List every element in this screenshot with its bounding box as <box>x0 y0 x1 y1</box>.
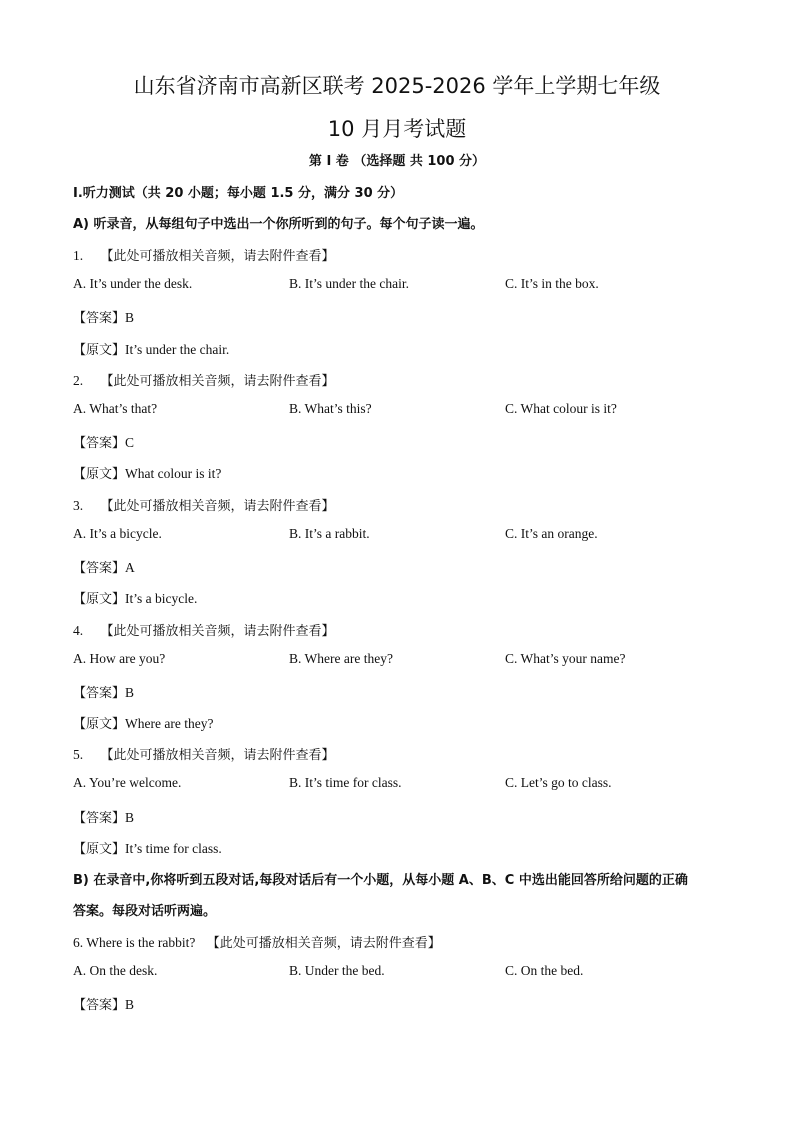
answer-label: 【答案】 <box>73 436 126 451</box>
audio-note: 【此处可播放相关音频，请去附件查看】 <box>206 936 441 951</box>
part-b-instructions-line2: 答案。每段对话听两遍。 <box>73 904 217 919</box>
exam-title-line1: 山东省济南市高新区联考 2025-2026 学年上学期七年级 <box>133 74 661 98</box>
answer-value: B <box>125 685 135 700</box>
script-label: 【原文】 <box>73 467 126 482</box>
option-c: C. On the bed. <box>505 963 584 978</box>
question-4-header <box>73 620 335 639</box>
answer-label: 【答案】 <box>73 311 126 326</box>
script-line <box>73 838 222 857</box>
script-text: It’s under the chair. <box>125 342 230 357</box>
question-number: 3. <box>73 498 84 513</box>
option-a: A. It’s under the desk. <box>73 276 193 291</box>
audio-note: 【此处可播放相关音频，请去附件查看】 <box>100 249 335 264</box>
answer-value: B <box>125 997 135 1012</box>
answer-value: A <box>125 560 135 575</box>
question-3-header <box>73 495 335 514</box>
option-c: C. It’s an orange. <box>505 526 598 541</box>
answer-value: C <box>125 435 135 450</box>
option-b: B. What’s this? <box>289 401 372 416</box>
answer-line <box>73 307 134 326</box>
script-line <box>73 713 213 732</box>
part-b-instructions-line1: B) 在录音中,你将听到五段对话,每段对话后有一个小题，从每小题 A、B、C 中选出能回答所给问题的正确 <box>73 873 688 888</box>
part-a-instructions: A) 听录音，从每组句子中选出一个你所听到的句子。每个句子读一遍。 <box>73 217 484 232</box>
question-number: 4. <box>73 623 84 638</box>
option-a: A. It’s a bicycle. <box>73 526 162 541</box>
script-label: 【原文】 <box>73 343 126 358</box>
script-label: 【原文】 <box>73 592 126 607</box>
script-line <box>73 339 229 358</box>
script-label: 【原文】 <box>73 717 126 732</box>
script-line <box>73 588 197 607</box>
option-c: C. Let’s go to class. <box>505 775 612 790</box>
question-number: 5. <box>73 747 84 762</box>
exam-title-line2: 10 月月考试题 <box>327 117 467 141</box>
script-text: It’s a bicycle. <box>125 591 198 606</box>
answer-label: 【答案】 <box>73 686 126 701</box>
script-text: It’s time for class. <box>125 841 222 856</box>
option-c: C. What’s your name? <box>505 651 626 666</box>
answer-line <box>73 807 134 826</box>
option-b: B. Under the bed. <box>289 963 385 978</box>
option-b: B. It’s a rabbit. <box>289 526 370 541</box>
option-c: C. It’s in the box. <box>505 276 599 291</box>
question-number: 2. <box>73 373 84 388</box>
answer-label: 【答案】 <box>73 811 126 826</box>
question-6-header <box>73 932 441 951</box>
answer-line <box>73 994 134 1013</box>
question-number: 1. <box>73 248 84 263</box>
question-stem: 6. Where is the rabbit? <box>73 935 196 950</box>
answer-line <box>73 432 134 451</box>
script-text: Where are they? <box>125 716 214 731</box>
answer-label: 【答案】 <box>73 561 126 576</box>
option-b: B. It’s under the chair. <box>289 276 409 291</box>
script-label: 【原文】 <box>73 842 126 857</box>
section-heading-listening: Ⅰ.听力测试（共 20 小题；每小题 1.5 分，满分 30 分） <box>73 186 404 201</box>
answer-value: B <box>125 310 135 325</box>
question-5-header <box>73 744 335 763</box>
option-a: A. How are you? <box>73 651 166 666</box>
answer-label: 【答案】 <box>73 998 126 1013</box>
paper-subtitle: 第 I 卷 （选择题 共 100 分） <box>308 154 486 169</box>
option-c: C. What colour is it? <box>505 401 617 416</box>
audio-note: 【此处可播放相关音频，请去附件查看】 <box>100 624 335 639</box>
audio-note: 【此处可播放相关音频，请去附件查看】 <box>100 748 335 763</box>
option-b: B. Where are they? <box>289 651 393 666</box>
answer-line <box>73 557 135 576</box>
audio-note: 【此处可播放相关音频，请去附件查看】 <box>100 374 335 389</box>
option-a: A. On the desk. <box>73 963 158 978</box>
option-a: A. You’re welcome. <box>73 775 182 790</box>
option-b: B. It’s time for class. <box>289 775 402 790</box>
question-2-header <box>73 370 335 389</box>
audio-note: 【此处可播放相关音频，请去附件查看】 <box>100 499 335 514</box>
answer-line <box>73 682 134 701</box>
option-a: A. What’s that? <box>73 401 158 416</box>
script-text: What colour is it? <box>125 466 222 481</box>
script-line <box>73 463 221 482</box>
answer-value: B <box>125 810 135 825</box>
question-1-header <box>73 245 335 264</box>
